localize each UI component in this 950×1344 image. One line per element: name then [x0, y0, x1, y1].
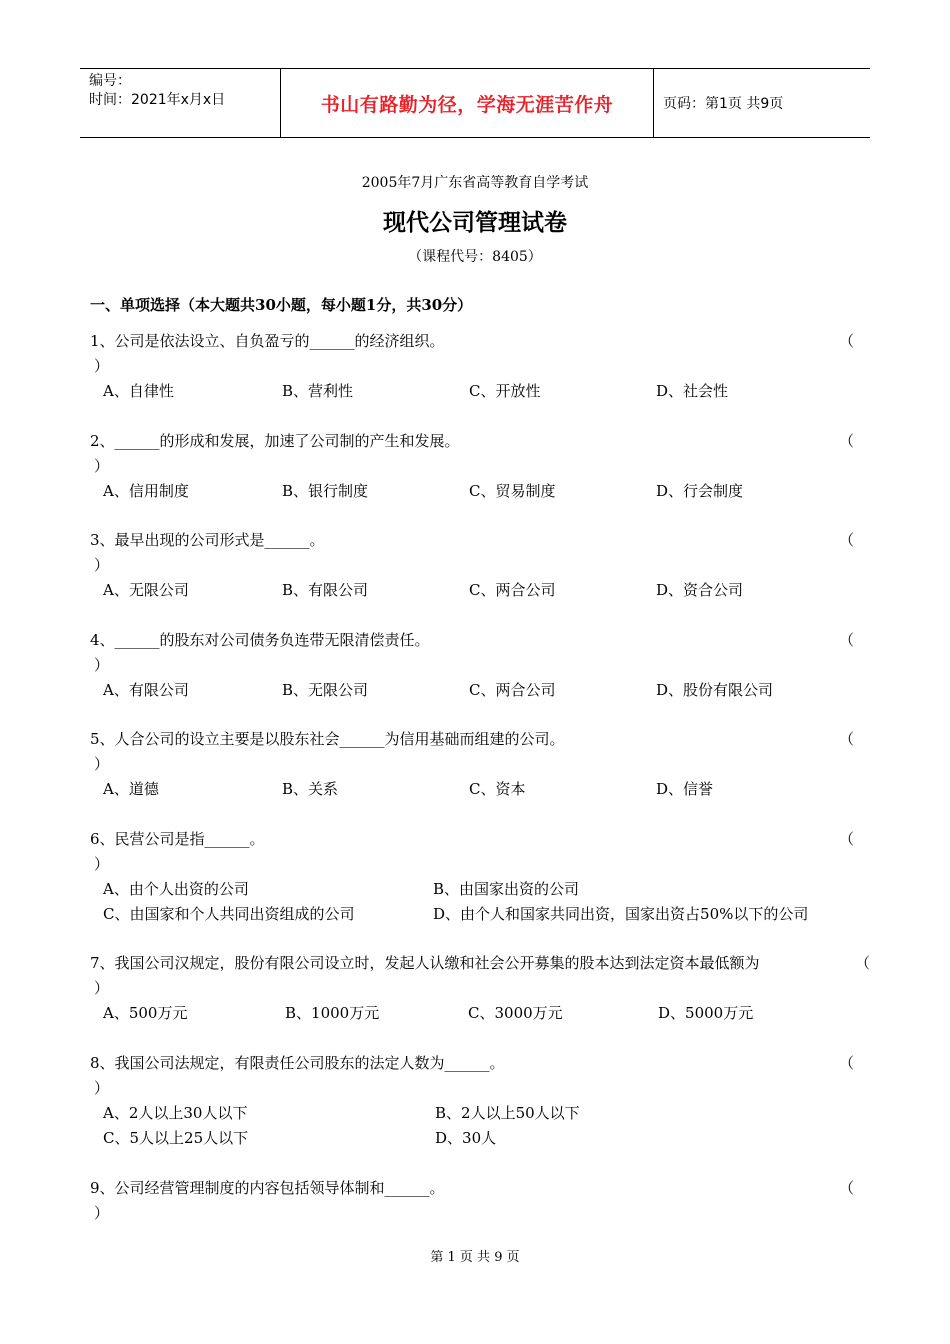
section-heading: 一、单项选择（本大题共30小题，每小题1分，共30分）	[90, 296, 473, 314]
option-c: C、开放性	[469, 382, 541, 400]
answer-paren-open: （	[838, 531, 854, 549]
question-stem: 2、______的形成和发展，加速了公司制的产生和发展。	[90, 432, 460, 450]
answer-paren-open: （	[854, 954, 870, 972]
course-code: （课程代号：8405）	[408, 249, 542, 265]
question-7	[90, 951, 870, 1026]
option-d: D、5000万元	[658, 1004, 754, 1022]
option-a: A、道德	[103, 780, 159, 798]
question-3	[90, 528, 860, 603]
motto-text: 书山有路勤为径，学海无涯苦作舟	[320, 93, 614, 116]
answer-paren-close: ）	[94, 855, 110, 873]
option-d: D、行会制度	[656, 482, 744, 500]
question-2	[90, 429, 860, 504]
option-b: B、关系	[282, 780, 339, 798]
answer-paren-close: ）	[94, 1079, 110, 1097]
header-page-cell	[654, 69, 870, 137]
option-b: B、由国家出资的公司	[433, 880, 580, 898]
answer-paren-close: ）	[94, 1204, 110, 1222]
option-d: D、资合公司	[656, 581, 744, 599]
question-stem: 9、公司经营管理制度的内容包括领导体制和______。	[90, 1179, 445, 1197]
option-c: C、由国家和个人共同出资组成的公司	[103, 905, 355, 923]
question-stem: 1、公司是依法设立、自负盈亏的______的经济组织。	[90, 332, 445, 350]
question-6	[90, 827, 860, 927]
exam-title: 现代公司管理试卷	[383, 210, 567, 236]
answer-paren-close: ）	[94, 457, 110, 475]
question-stem: 5、人合公司的设立主要是以股东社会______为信用基础而组建的公司。	[90, 730, 565, 748]
answer-paren-close: ）	[94, 556, 110, 574]
option-a: A、信用制度	[103, 482, 189, 500]
answer-paren-close: ）	[94, 357, 110, 375]
answer-paren-open: （	[838, 432, 854, 450]
question-stem: 4、______的股东对公司债务负连带无限清偿责任。	[90, 631, 430, 649]
page-info: 页码：第1页 共9页	[663, 96, 784, 112]
option-b: B、1000万元	[285, 1004, 380, 1022]
answer-paren-open: （	[838, 1054, 854, 1072]
question-stem: 8、我国公司法规定，有限责任公司股东的法定人数为______。	[90, 1054, 505, 1072]
option-b: B、2人以上50人以下	[435, 1104, 580, 1122]
question-9	[90, 1176, 860, 1226]
exam-subtitle: 2005年7月广东省高等教育自学考试	[361, 175, 589, 191]
header-meta-cell	[80, 69, 281, 137]
header-motto-cell	[281, 69, 654, 137]
question-4	[90, 628, 860, 703]
option-b: B、有限公司	[282, 581, 369, 599]
option-c: C、资本	[469, 780, 526, 798]
question-1	[90, 329, 860, 404]
option-a: A、自律性	[103, 382, 174, 400]
answer-paren-close: ）	[94, 656, 110, 674]
option-a: A、2人以上30人以下	[103, 1104, 248, 1122]
option-d: D、30人	[435, 1129, 497, 1147]
document-header-table	[80, 68, 870, 138]
answer-paren-open: （	[838, 1179, 854, 1197]
option-d: D、由个人和国家共同出资，国家出资占50%以下的公司	[433, 905, 809, 923]
answer-paren-close: ）	[94, 755, 110, 773]
option-d: D、社会性	[656, 382, 729, 400]
option-c: C、两合公司	[469, 681, 556, 699]
number-label: 编号：	[89, 73, 131, 89]
option-b: B、银行制度	[282, 482, 369, 500]
question-8	[90, 1051, 860, 1151]
question-stem: 6、民营公司是指______。	[90, 830, 265, 848]
option-b: B、无限公司	[282, 681, 369, 699]
answer-paren-open: （	[838, 730, 854, 748]
option-a: A、由个人出资的公司	[103, 880, 249, 898]
answer-paren-open: （	[838, 631, 854, 649]
option-d: D、股份有限公司	[656, 681, 774, 699]
question-5	[90, 727, 860, 802]
answer-paren-open: （	[838, 830, 854, 848]
option-a: A、500万元	[103, 1004, 188, 1022]
option-a: A、有限公司	[103, 681, 189, 699]
option-c: C、3000万元	[468, 1004, 563, 1022]
answer-paren-close: ）	[94, 979, 110, 997]
time-label: 时间：2021年x月x日	[89, 92, 226, 108]
question-stem: 7、我国公司汉规定，股份有限公司设立时，发起人认缴和社会公开募集的股本达到法定资本最低额为	[90, 954, 760, 972]
page-footer: 第 1 页 共 9 页	[430, 1250, 520, 1265]
option-b: B、营利性	[282, 382, 354, 400]
answer-paren-open: （	[838, 332, 854, 350]
option-d: D、信誉	[656, 780, 714, 798]
option-c: C、贸易制度	[469, 482, 556, 500]
option-c: C、5人以上25人以下	[103, 1129, 249, 1147]
question-stem: 3、最早出现的公司形式是______。	[90, 531, 325, 549]
option-a: A、无限公司	[103, 581, 189, 599]
option-c: C、两合公司	[469, 581, 556, 599]
